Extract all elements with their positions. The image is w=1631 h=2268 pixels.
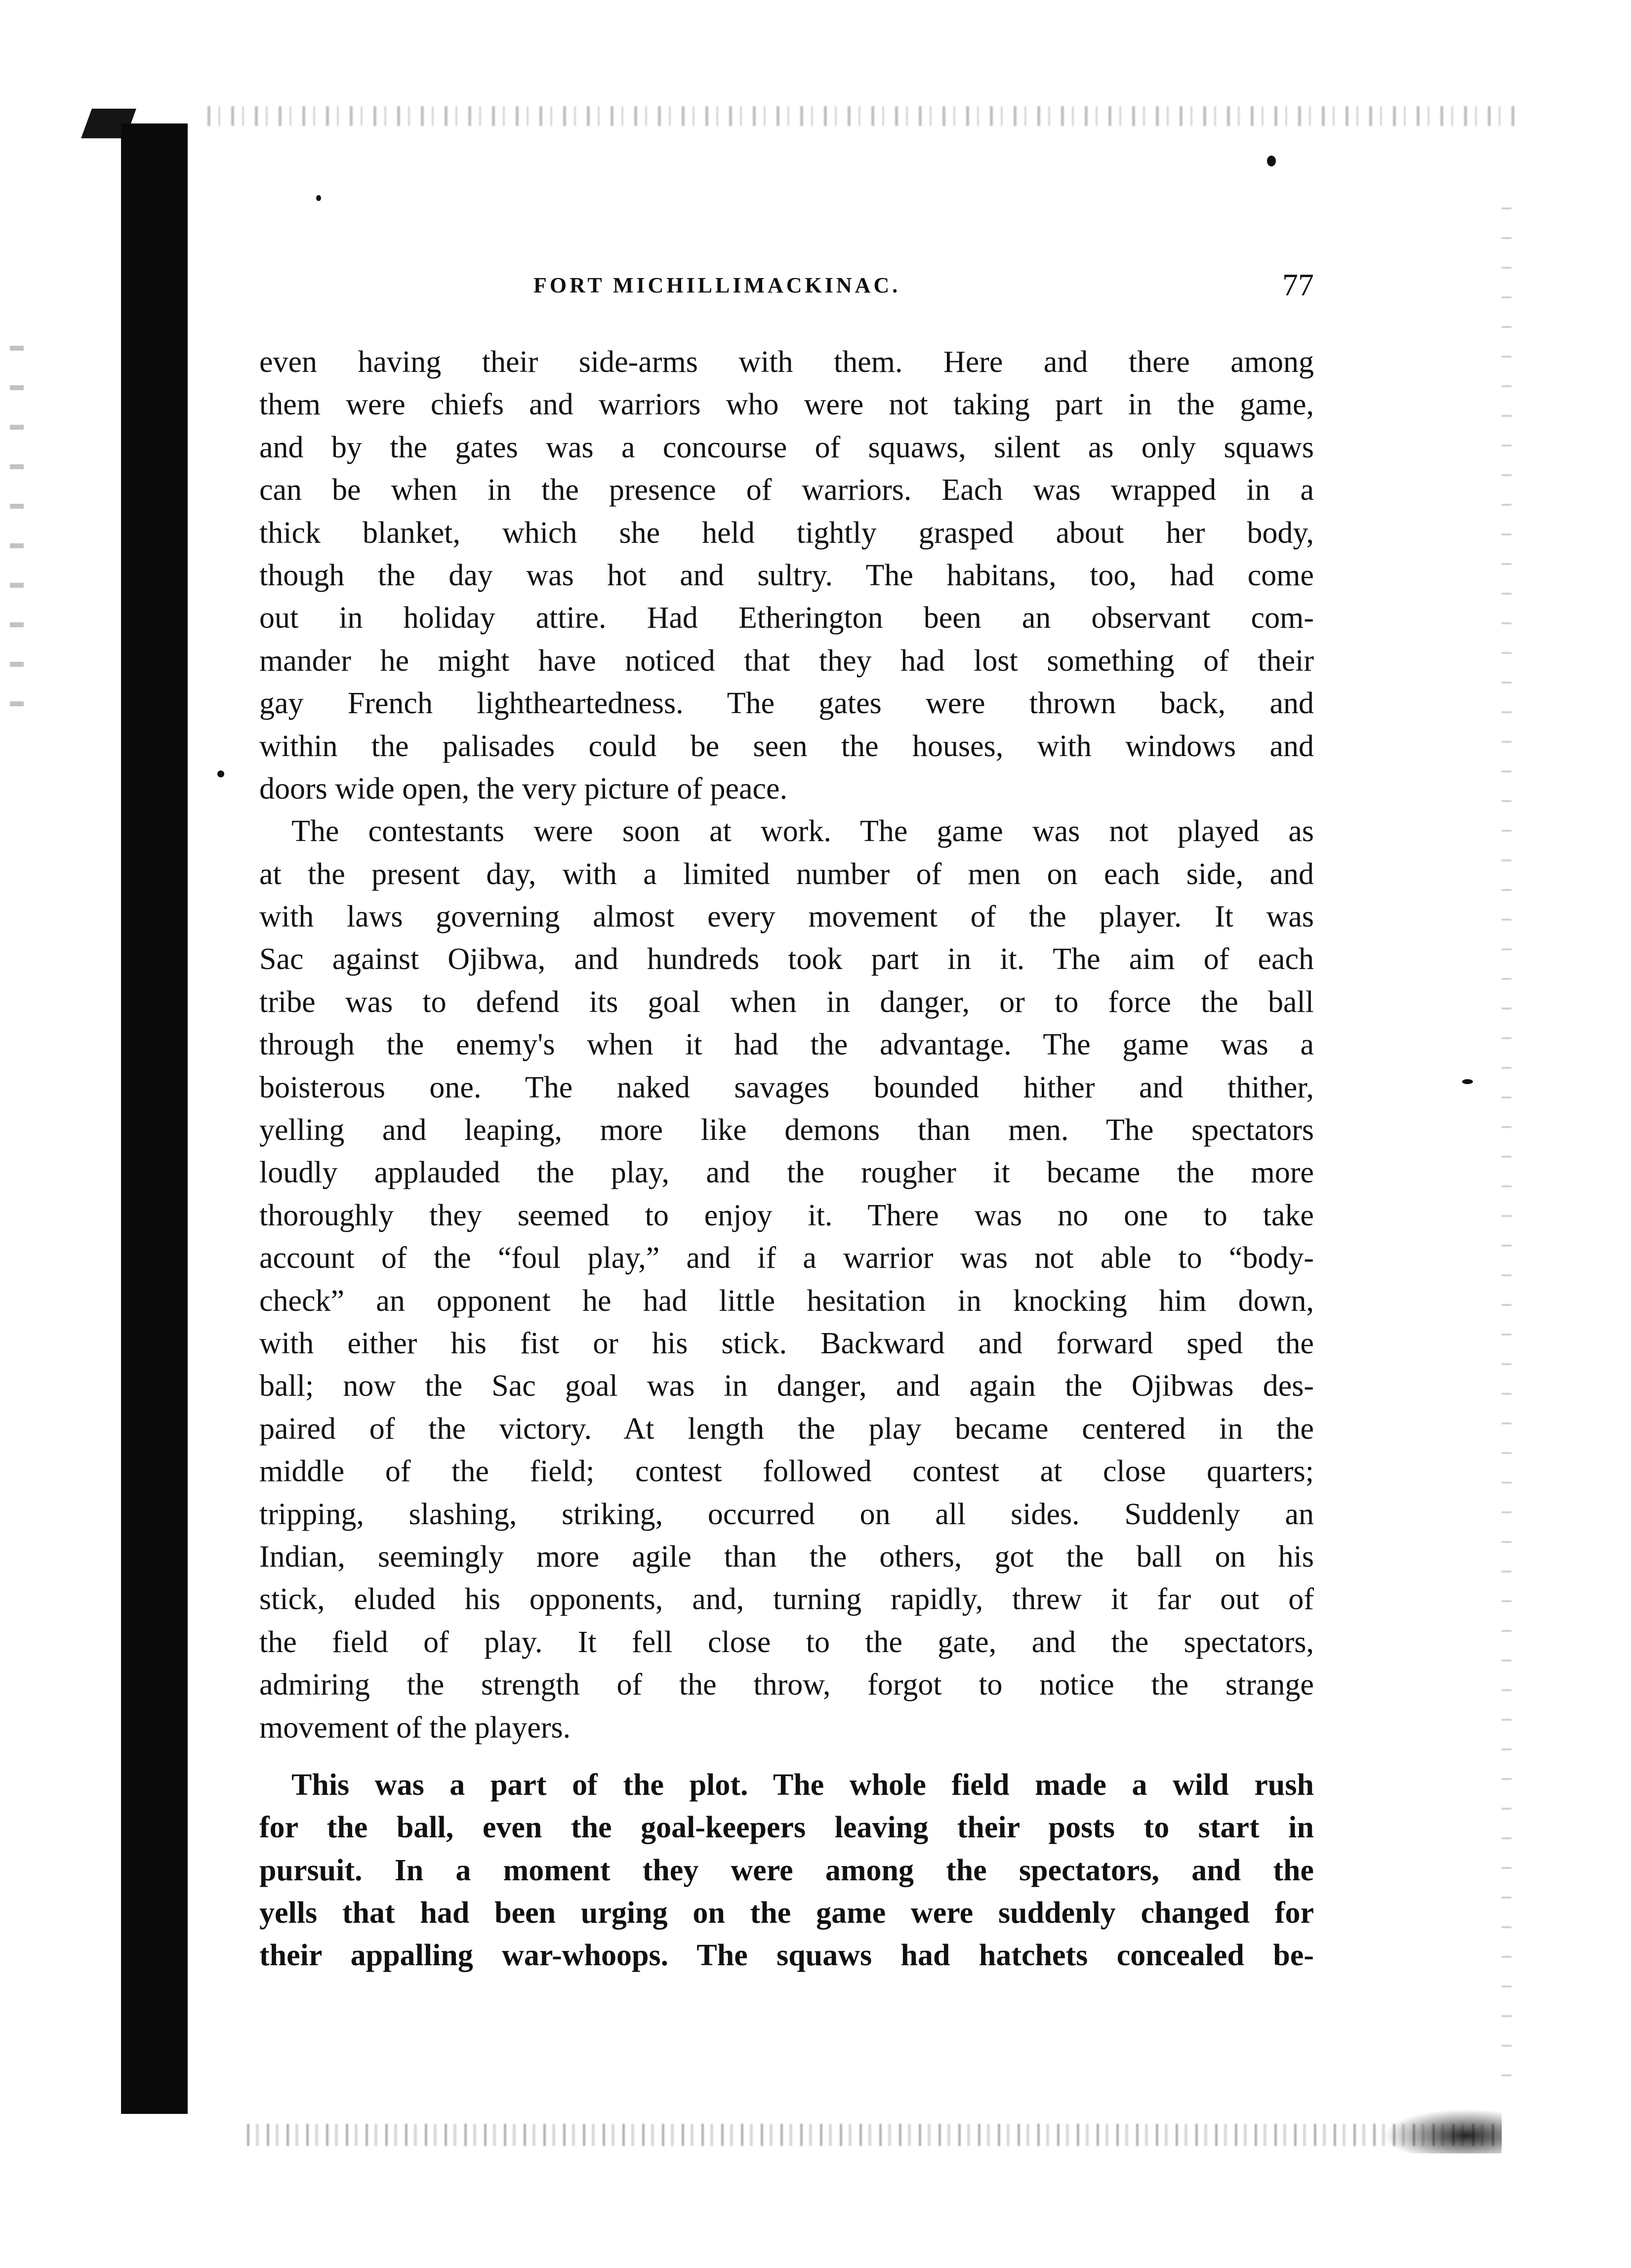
scan-noise-bottom [247,2124,1502,2146]
text-line: even having their side-arms with them. Here and there among [259,345,1314,379]
paragraph [259,1764,1314,1977]
text-line: account of the “foul play,” and if a warrior was not able to “body- [259,1241,1314,1275]
text-line: admiring the strength of the throw, forgot to notice the strange [259,1668,1314,1702]
body-text [259,341,1314,1977]
text-line: mander he might have noticed that they had lost something of their [259,644,1314,678]
paragraph [259,341,1314,810]
text-line: the field of play. It fell close to the gate, and the spectators, [259,1625,1314,1659]
text-line: ball; now the Sac goal was in danger, and again the Ojibwas des- [259,1369,1314,1403]
scan-speck [217,770,224,777]
text-line: loudly applauded the play, and the rougher it became the more [259,1156,1314,1190]
paragraph-gap [259,1749,1314,1764]
text-line: tripping, slashing, striking, occurred on all sides. Suddenly an [259,1497,1314,1531]
scan-speck [1267,156,1276,166]
text-line: pursuit. In a moment they were among the spectators, and the [259,1853,1314,1887]
text-line: out in holiday attire. Had Etherington been an observant com- [259,601,1314,635]
text-line: gay French lightheartedness. The gates were thrown back, and [259,687,1314,721]
text-line: boisterous one. The naked savages bounded hither and thither, [259,1070,1314,1104]
scan-noise-top [207,106,1516,126]
text-line: check” an opponent he had little hesitation in knocking him down, [259,1284,1314,1318]
binding-shadow [121,123,188,2114]
text-line: their appalling war-whoops. The squaws had hatchets concealed be- [259,1939,1314,1973]
text-line: them were chiefs and warriors who were not taking part in the game, [259,388,1314,422]
running-head [257,267,1314,306]
scan-smudge [1383,2109,1502,2153]
text-line: for the ball, even the goal-keepers leaving their posts to start in [259,1811,1314,1845]
paragraph [259,810,1314,1749]
text-line: and by the gates was a concourse of squaws, silent as only squaws [259,430,1314,464]
text-line: tribe was to defend its goal when in danger, or to force the ball [259,985,1314,1019]
scan-noise-left [10,346,24,741]
text-line: paired of the victory. At length the play became centered in the [259,1412,1314,1446]
text-line: stick, eluded his opponents, and, turning rapidly, threw it far out of [259,1582,1314,1617]
running-title: FORT MICHILLIMACKINAC. [533,273,901,297]
text-line: The contestants were soon at work. The game was not played as [291,814,1314,849]
page-number: 77 [1282,267,1314,302]
text-line: with laws governing almost every movement of the player. It was [259,900,1314,934]
text-line: doors wide open, the very picture of peace. [259,771,788,806]
text-line: thoroughly they seemed to enjoy it. There was no one to take [259,1198,1314,1232]
text-line: through the enemy's when it had the advantage. The game was a [259,1028,1314,1062]
text-line: middle of the field; contest followed contest at close quarters; [259,1455,1314,1489]
text-line: yells that had been urging on the game were suddenly changed for [259,1896,1314,1930]
scan-speck [316,195,321,201]
text-line: This was a part of the plot. The whole field made a wild rush [291,1768,1314,1802]
text-line: within the palisades could be seen the houses, with windows and [259,729,1314,763]
scan-noise-right [1502,207,1511,2084]
text-line: at the present day, with a limited number of men on each side, and [259,857,1314,891]
text-line: though the day was hot and sultry. The habitans, too, had come [259,558,1314,592]
text-line: with either his fist or his stick. Backward and forward sped the [259,1326,1314,1360]
text-line: Sac against Ojibwa, and hundreds took part in it. The aim of each [259,942,1314,976]
text-line: can be when in the presence of warriors. Each was wrapped in a [259,473,1314,507]
text-line: yelling and leaping, more like demons than men. The spectators [259,1113,1314,1147]
text-line: thick blanket, which she held tightly grasped about her body, [259,516,1314,550]
text-line: Indian, seemingly more agile than the others, got the ball on his [259,1539,1314,1574]
text-line: movement of the players. [259,1710,571,1744]
scan-speck [1462,1079,1473,1084]
